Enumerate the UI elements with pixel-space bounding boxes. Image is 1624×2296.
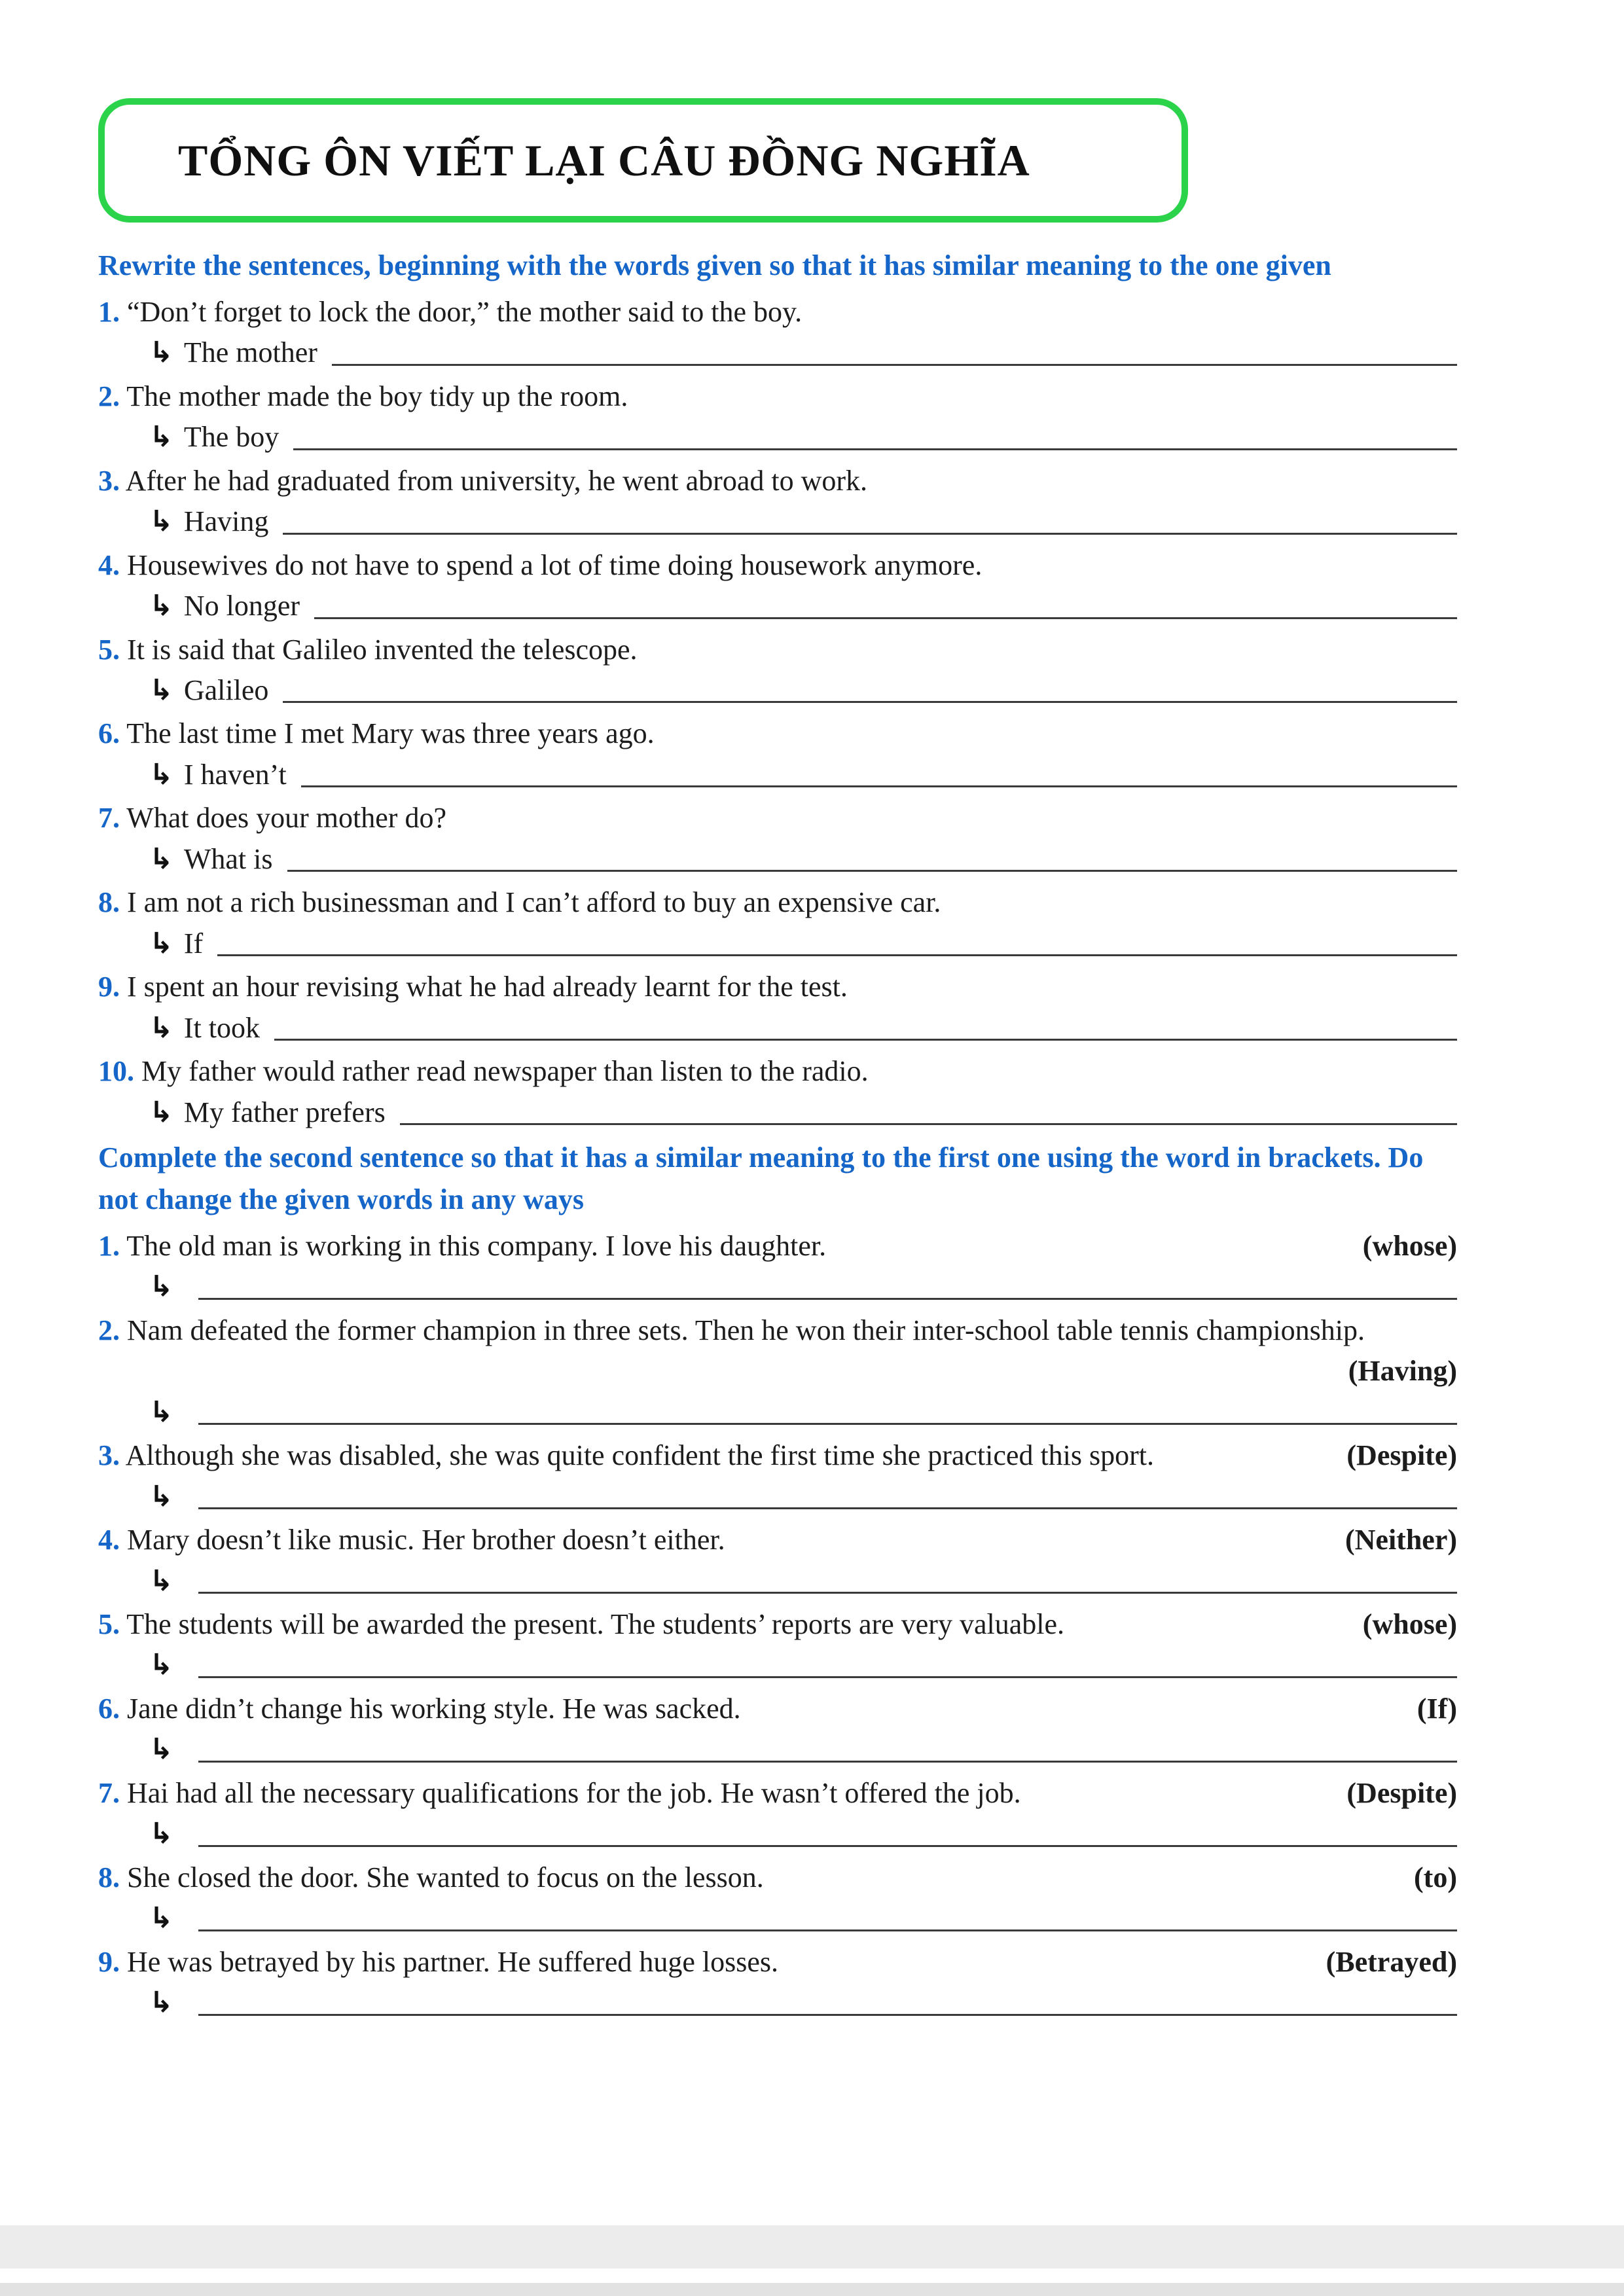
item-sentence: He was betrayed by his partner. He suffered huge losses.	[127, 1945, 779, 1978]
item-sentence-line	[98, 1942, 1457, 1982]
item-number: 9.	[98, 971, 120, 1003]
arrow-icon: ↳	[149, 1901, 173, 1935]
bracket-keyword: (Betrayed)	[1326, 1945, 1457, 1978]
rewrite-exercise-item	[98, 713, 1457, 795]
item-sentence-line	[98, 1604, 1457, 1645]
answer-line	[98, 586, 1457, 626]
answer-blank-line	[314, 617, 1457, 619]
bracket-keyword: (whose)	[1362, 1229, 1457, 1262]
keyword-exercise-item	[98, 1310, 1457, 1433]
keyword-exercise-item	[98, 1773, 1457, 1855]
keyword-exercise-item	[98, 1435, 1457, 1517]
answer-blank-line	[332, 364, 1457, 366]
page-content	[98, 98, 1457, 2026]
rewrite-exercise-item	[98, 1051, 1457, 1133]
arrow-icon: ↳	[149, 505, 173, 539]
rewrite-exercise-item	[98, 630, 1457, 711]
item-sentence-line	[98, 292, 1457, 332]
item-sentence: The mother made the boy tidy up the room.	[126, 380, 628, 412]
item-sentence-line	[98, 376, 1457, 417]
answer-line	[98, 1982, 1457, 2023]
rewrite-exercise-item	[98, 545, 1457, 627]
answer-blank-line	[198, 1761, 1457, 1763]
item-sentence-line	[98, 798, 1457, 838]
answer-line	[98, 1392, 1457, 1433]
bracket-keyword: (whose)	[1362, 1607, 1457, 1640]
answer-starter: My father prefers	[183, 1096, 386, 1128]
answer-starter: I haven’t	[183, 758, 287, 791]
item-sentence: The old man is working in this company. I love his daughter.	[126, 1229, 827, 1262]
item-sentence: The last time I met Mary was three years ago.	[126, 717, 655, 750]
item-sentence-line	[98, 713, 1457, 754]
item-sentence: Nam defeated the former champion in three sets. Then he won their inter-school table tennis championship.	[127, 1314, 1365, 1346]
arrow-icon: ↳	[149, 842, 173, 876]
answer-line	[98, 839, 1457, 880]
keyword-exercise-item	[98, 1689, 1457, 1770]
item-sentence: After he had graduated from university, he went abroad to work.	[125, 464, 868, 497]
answer-starter: Having	[183, 505, 269, 538]
answer-starter: If	[183, 927, 204, 960]
title-box	[98, 98, 1188, 223]
item-number: 9.	[98, 1945, 120, 1978]
item-sentence: My father would rather read newspaper than listen to the radio.	[141, 1055, 869, 1088]
item-sentence-line	[98, 1435, 1457, 1476]
rewrite-exercise-item	[98, 461, 1457, 543]
answer-line	[98, 755, 1457, 795]
footer-strip-dark	[0, 2283, 1624, 2296]
answer-starter: The mother	[183, 336, 317, 369]
answer-blank-line	[217, 954, 1457, 956]
page-title: TỔNG ÔN VIẾT LẠI CÂU ĐỒNG NGHĨA	[178, 135, 1030, 185]
keyword-exercise-item	[98, 1520, 1457, 1602]
answer-starter: The boy	[183, 421, 280, 454]
arrow-icon: ↳	[149, 1095, 173, 1129]
item-sentence-line	[98, 1773, 1457, 1814]
item-sentence: What does your mother do?	[126, 802, 446, 834]
bracket-keyword: (Despite)	[1346, 1439, 1457, 1472]
keyword-exercise-item	[98, 1942, 1457, 2024]
bracket-keyword: (Neither)	[1344, 1524, 1457, 1556]
item-sentence: Hai had all the necessary qualifications for the job. He wasn’t offered the job.	[127, 1776, 1021, 1809]
item-number: 1.	[98, 295, 120, 328]
arrow-icon: ↳	[149, 1648, 173, 1682]
rewrite-exercise-item	[98, 967, 1457, 1049]
item-sentence: Although she was disabled, she was quite confident the first time she practiced this sport.	[125, 1439, 1155, 1472]
item-number: 4.	[98, 548, 120, 581]
item-number: 10.	[98, 1055, 134, 1088]
arrow-icon: ↳	[149, 926, 173, 960]
answer-blank-line	[283, 701, 1457, 703]
arrow-icon: ↳	[149, 1395, 173, 1429]
item-number: 7.	[98, 802, 120, 834]
arrow-icon: ↳	[149, 420, 173, 454]
arrow-icon: ↳	[149, 589, 173, 623]
keyword-exercise-item	[98, 1604, 1457, 1686]
item-sentence: The students will be awarded the present. The students’ reports are very valuable.	[126, 1607, 1064, 1640]
rewrite-exercise-item	[98, 292, 1457, 374]
answer-blank-line	[301, 785, 1457, 787]
answer-starter: Galileo	[183, 674, 269, 707]
item-number: 1.	[98, 1229, 120, 1262]
answer-line	[98, 1477, 1457, 1517]
arrow-icon: ↳	[149, 1011, 173, 1045]
answer-line	[98, 1266, 1457, 1307]
footer-strip-light	[0, 2225, 1624, 2269]
answer-line	[98, 1814, 1457, 1854]
section2-heading: Complete the second sentence so that it has a similar meaning to the first one using the word in brackets. Do not change the given words in any ways	[98, 1141, 1424, 1215]
item-number: 2.	[98, 380, 120, 412]
section1-heading: Rewrite the sentences, beginning with the words given so that it has similar meaning to the one given	[98, 249, 1331, 281]
answer-blank-line	[198, 1929, 1457, 1931]
item-number: 3.	[98, 1439, 120, 1472]
answer-line	[98, 501, 1457, 542]
keyword-exercise-item	[98, 1857, 1457, 1939]
arrow-icon: ↳	[149, 1270, 173, 1304]
answer-line	[98, 924, 1457, 964]
item-sentence-line	[98, 1857, 1457, 1898]
item-sentence: Housewives do not have to spend a lot of time doing housework anymore.	[127, 548, 983, 581]
answer-blank-line	[198, 2014, 1457, 2016]
item-sentence-line	[98, 967, 1457, 1007]
item-sentence: It is said that Galileo invented the telescope.	[127, 633, 638, 666]
answer-line	[98, 1729, 1457, 1770]
answer-line	[98, 417, 1457, 457]
answer-blank-line	[198, 1676, 1457, 1678]
item-sentence: Mary doesn’t like music. Her brother doesn’t either.	[127, 1524, 725, 1556]
bracket-keyword: (to)	[1414, 1861, 1457, 1893]
rewrite-exercise-item	[98, 882, 1457, 964]
item-sentence-line	[98, 461, 1457, 501]
answer-line	[98, 1645, 1457, 1685]
answer-blank-line	[293, 448, 1457, 450]
item-number: 3.	[98, 464, 120, 497]
item-sentence-line	[98, 1520, 1457, 1560]
item-sentence-line	[98, 1310, 1457, 1392]
answer-line	[98, 1561, 1457, 1602]
answer-starter: It took	[183, 1011, 260, 1044]
bracket-keyword: (Having)	[1348, 1355, 1457, 1388]
bracket-keyword: (If)	[1416, 1692, 1457, 1725]
section1-items	[98, 292, 1457, 1133]
item-number: 8.	[98, 1861, 120, 1893]
section2-items	[98, 1226, 1457, 2024]
answer-starter: No longer	[183, 590, 300, 622]
item-number: 8.	[98, 886, 120, 919]
item-sentence: I spent an hour revising what he had already learnt for the test.	[127, 971, 848, 1003]
item-number: 4.	[98, 1524, 120, 1556]
item-number: 7.	[98, 1776, 120, 1809]
answer-blank-line	[274, 1039, 1457, 1041]
item-sentence-line	[98, 882, 1457, 923]
item-sentence-line	[98, 545, 1457, 586]
answer-blank-line	[283, 533, 1457, 535]
answer-blank-line	[400, 1123, 1457, 1125]
item-number: 6.	[98, 717, 120, 750]
arrow-icon: ↳	[149, 1732, 173, 1767]
arrow-icon: ↳	[149, 1986, 173, 2020]
item-sentence: “Don’t forget to lock the door,” the mother said to the boy.	[127, 295, 803, 328]
answer-blank-line	[198, 1298, 1457, 1300]
item-sentence: I am not a rich businessman and I can’t afford to buy an expensive car.	[127, 886, 941, 919]
answer-line	[98, 1092, 1457, 1133]
rewrite-exercise-item	[98, 798, 1457, 880]
arrow-icon: ↳	[149, 757, 173, 791]
keyword-exercise-item	[98, 1226, 1457, 1308]
arrow-icon: ↳	[149, 1817, 173, 1851]
rewrite-exercise-item	[98, 376, 1457, 458]
arrow-icon: ↳	[149, 336, 173, 370]
item-number: 5.	[98, 1607, 120, 1640]
item-sentence-line	[98, 1226, 1457, 1266]
answer-blank-line	[198, 1423, 1457, 1425]
item-number: 5.	[98, 633, 120, 666]
item-sentence-line	[98, 1689, 1457, 1729]
item-sentence-line	[98, 630, 1457, 670]
item-sentence: She closed the door. She wanted to focus on the lesson.	[127, 1861, 764, 1893]
answer-starter: What is	[183, 842, 273, 875]
item-number: 2.	[98, 1314, 120, 1346]
answer-line	[98, 670, 1457, 711]
arrow-icon: ↳	[149, 1479, 173, 1513]
item-sentence: Jane didn’t change his working style. He was sacked.	[127, 1692, 741, 1725]
answer-blank-line	[198, 1845, 1457, 1847]
answer-line	[98, 1898, 1457, 1939]
answer-blank-line	[287, 870, 1457, 872]
arrow-icon: ↳	[149, 673, 173, 708]
answer-blank-line	[198, 1592, 1457, 1594]
answer-blank-line	[198, 1507, 1457, 1509]
answer-line	[98, 332, 1457, 373]
item-sentence-line	[98, 1051, 1457, 1092]
arrow-icon: ↳	[149, 1564, 173, 1598]
bracket-keyword: (Despite)	[1346, 1776, 1457, 1809]
item-number: 6.	[98, 1692, 120, 1725]
answer-line	[98, 1008, 1457, 1049]
